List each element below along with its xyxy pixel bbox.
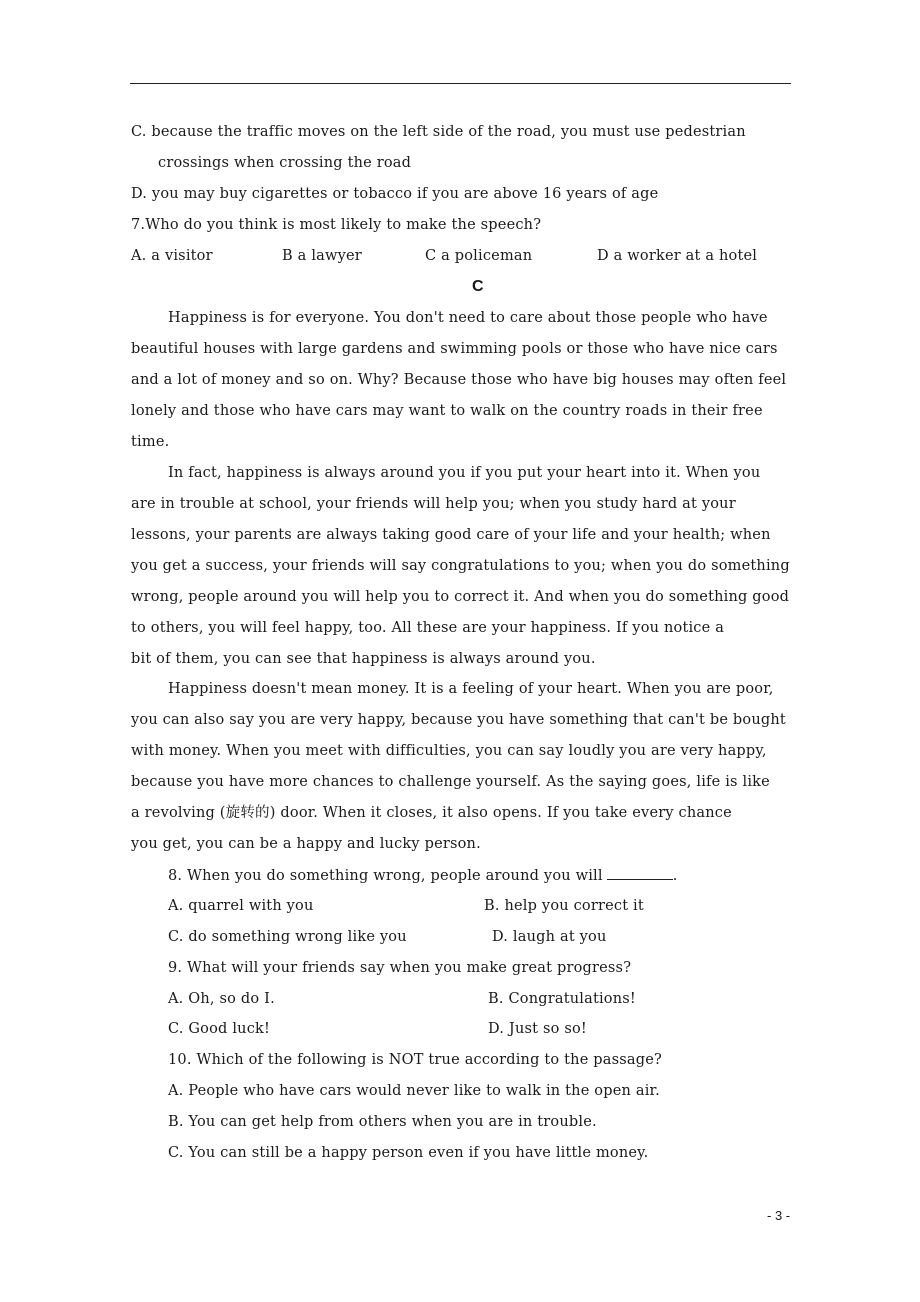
passage-p2-line: to others, you will feel happy, too. All these are your happiness. If you notice a	[131, 620, 725, 636]
passage-p3-line: a revolving (旋转的) door. When it closes, it also opens. If you take every chance	[131, 805, 732, 821]
q8-question-end: .	[672, 868, 678, 884]
passage-p2-line: wrong, people around you will help you to correct it. And when you do something good	[131, 589, 790, 605]
q10-question: 10. Which of the following is NOT true according to the passage?	[168, 1052, 662, 1068]
q8-question	[168, 865, 678, 886]
passage-p2-line: you get a success, your friends will say congratulations to you; when you do something	[131, 558, 790, 574]
passage-p3-line: because you have more chances to challenge yourself. As the saying goes, life is like	[131, 774, 770, 790]
q7-question: 7.Who do you think is most likely to make the speech?	[131, 217, 542, 233]
passage-p1-line: Happiness is for everyone. You don't need to care about those people who have	[168, 310, 768, 326]
passage-p3-line: with money. When you meet with difficulties, you can say loudly you are very happy,	[131, 743, 767, 759]
passage-p1-line: and a lot of money and so on. Why? Because those who have big houses may often feel	[131, 372, 787, 388]
q7-option-a: A. a visitor	[131, 248, 213, 264]
q8-option-a: A. quarrel with you	[168, 898, 314, 914]
page-number: - 3 -	[767, 1208, 791, 1223]
q10-option-b: B. You can get help from others when you are in trouble.	[168, 1114, 597, 1130]
q8-option-d: D. laugh at you	[492, 929, 607, 945]
q9-option-d: D. Just so so!	[488, 1021, 587, 1037]
passage-p3-line: Happiness doesn't mean money. It is a feeling of your heart. When you are poor,	[168, 681, 774, 697]
q9-option-b: B. Congratulations!	[488, 991, 636, 1007]
passage-p1-line: beautiful houses with large gardens and swimming pools or those who have nice cars	[131, 341, 778, 357]
section-heading: C	[472, 278, 484, 295]
q8-option-c: C. do something wrong like you	[168, 929, 407, 945]
q6-option-c-line2: crossings when crossing the road	[158, 155, 412, 171]
q7-option-b: B a lawyer	[282, 248, 362, 264]
passage-p2-line: In fact, happiness is always around you if you put your heart into it. When you	[168, 465, 761, 481]
q6-option-d: D. you may buy cigarettes or tobacco if you are above 16 years of age	[131, 186, 659, 202]
q7-option-c: C a policeman	[425, 248, 533, 264]
passage-p2-line: are in trouble at school, your friends will help you; when you study hard at your	[131, 496, 736, 512]
passage-p3-line: you can also say you are very happy, because you have something that can't be bought	[131, 712, 786, 728]
q10-option-a: A. People who have cars would never like to walk in the open air.	[168, 1083, 660, 1099]
passage-p1-line: time.	[131, 434, 170, 450]
q6-option-c-line1: C. because the traffic moves on the left side of the road, you must use pedestrian	[131, 124, 746, 140]
passage-p3-line: you get, you can be a happy and lucky person.	[131, 836, 481, 852]
q9-option-a: A. Oh, so do I.	[168, 991, 275, 1007]
passage-p2-line: lessons, your parents are always taking good care of your life and your health; when	[131, 527, 771, 543]
q9-option-c: C. Good luck!	[168, 1021, 271, 1037]
q8-option-b: B. help you correct it	[484, 898, 644, 914]
q10-option-c: C. You can still be a happy person even if you have little money.	[168, 1145, 649, 1161]
passage-p2-line: bit of them, you can see that happiness is always around you.	[131, 651, 596, 667]
q7-option-d: D a worker at a hotel	[597, 248, 758, 264]
passage-p1-line: lonely and those who have cars may want to walk on the country roads in their free	[131, 403, 763, 419]
q8-question-text: 8. When you do something wrong, people around you will	[168, 868, 603, 884]
answer-blank	[607, 865, 673, 880]
header-rule	[130, 83, 791, 84]
q9-question: 9. What will your friends say when you make great progress?	[168, 960, 632, 976]
